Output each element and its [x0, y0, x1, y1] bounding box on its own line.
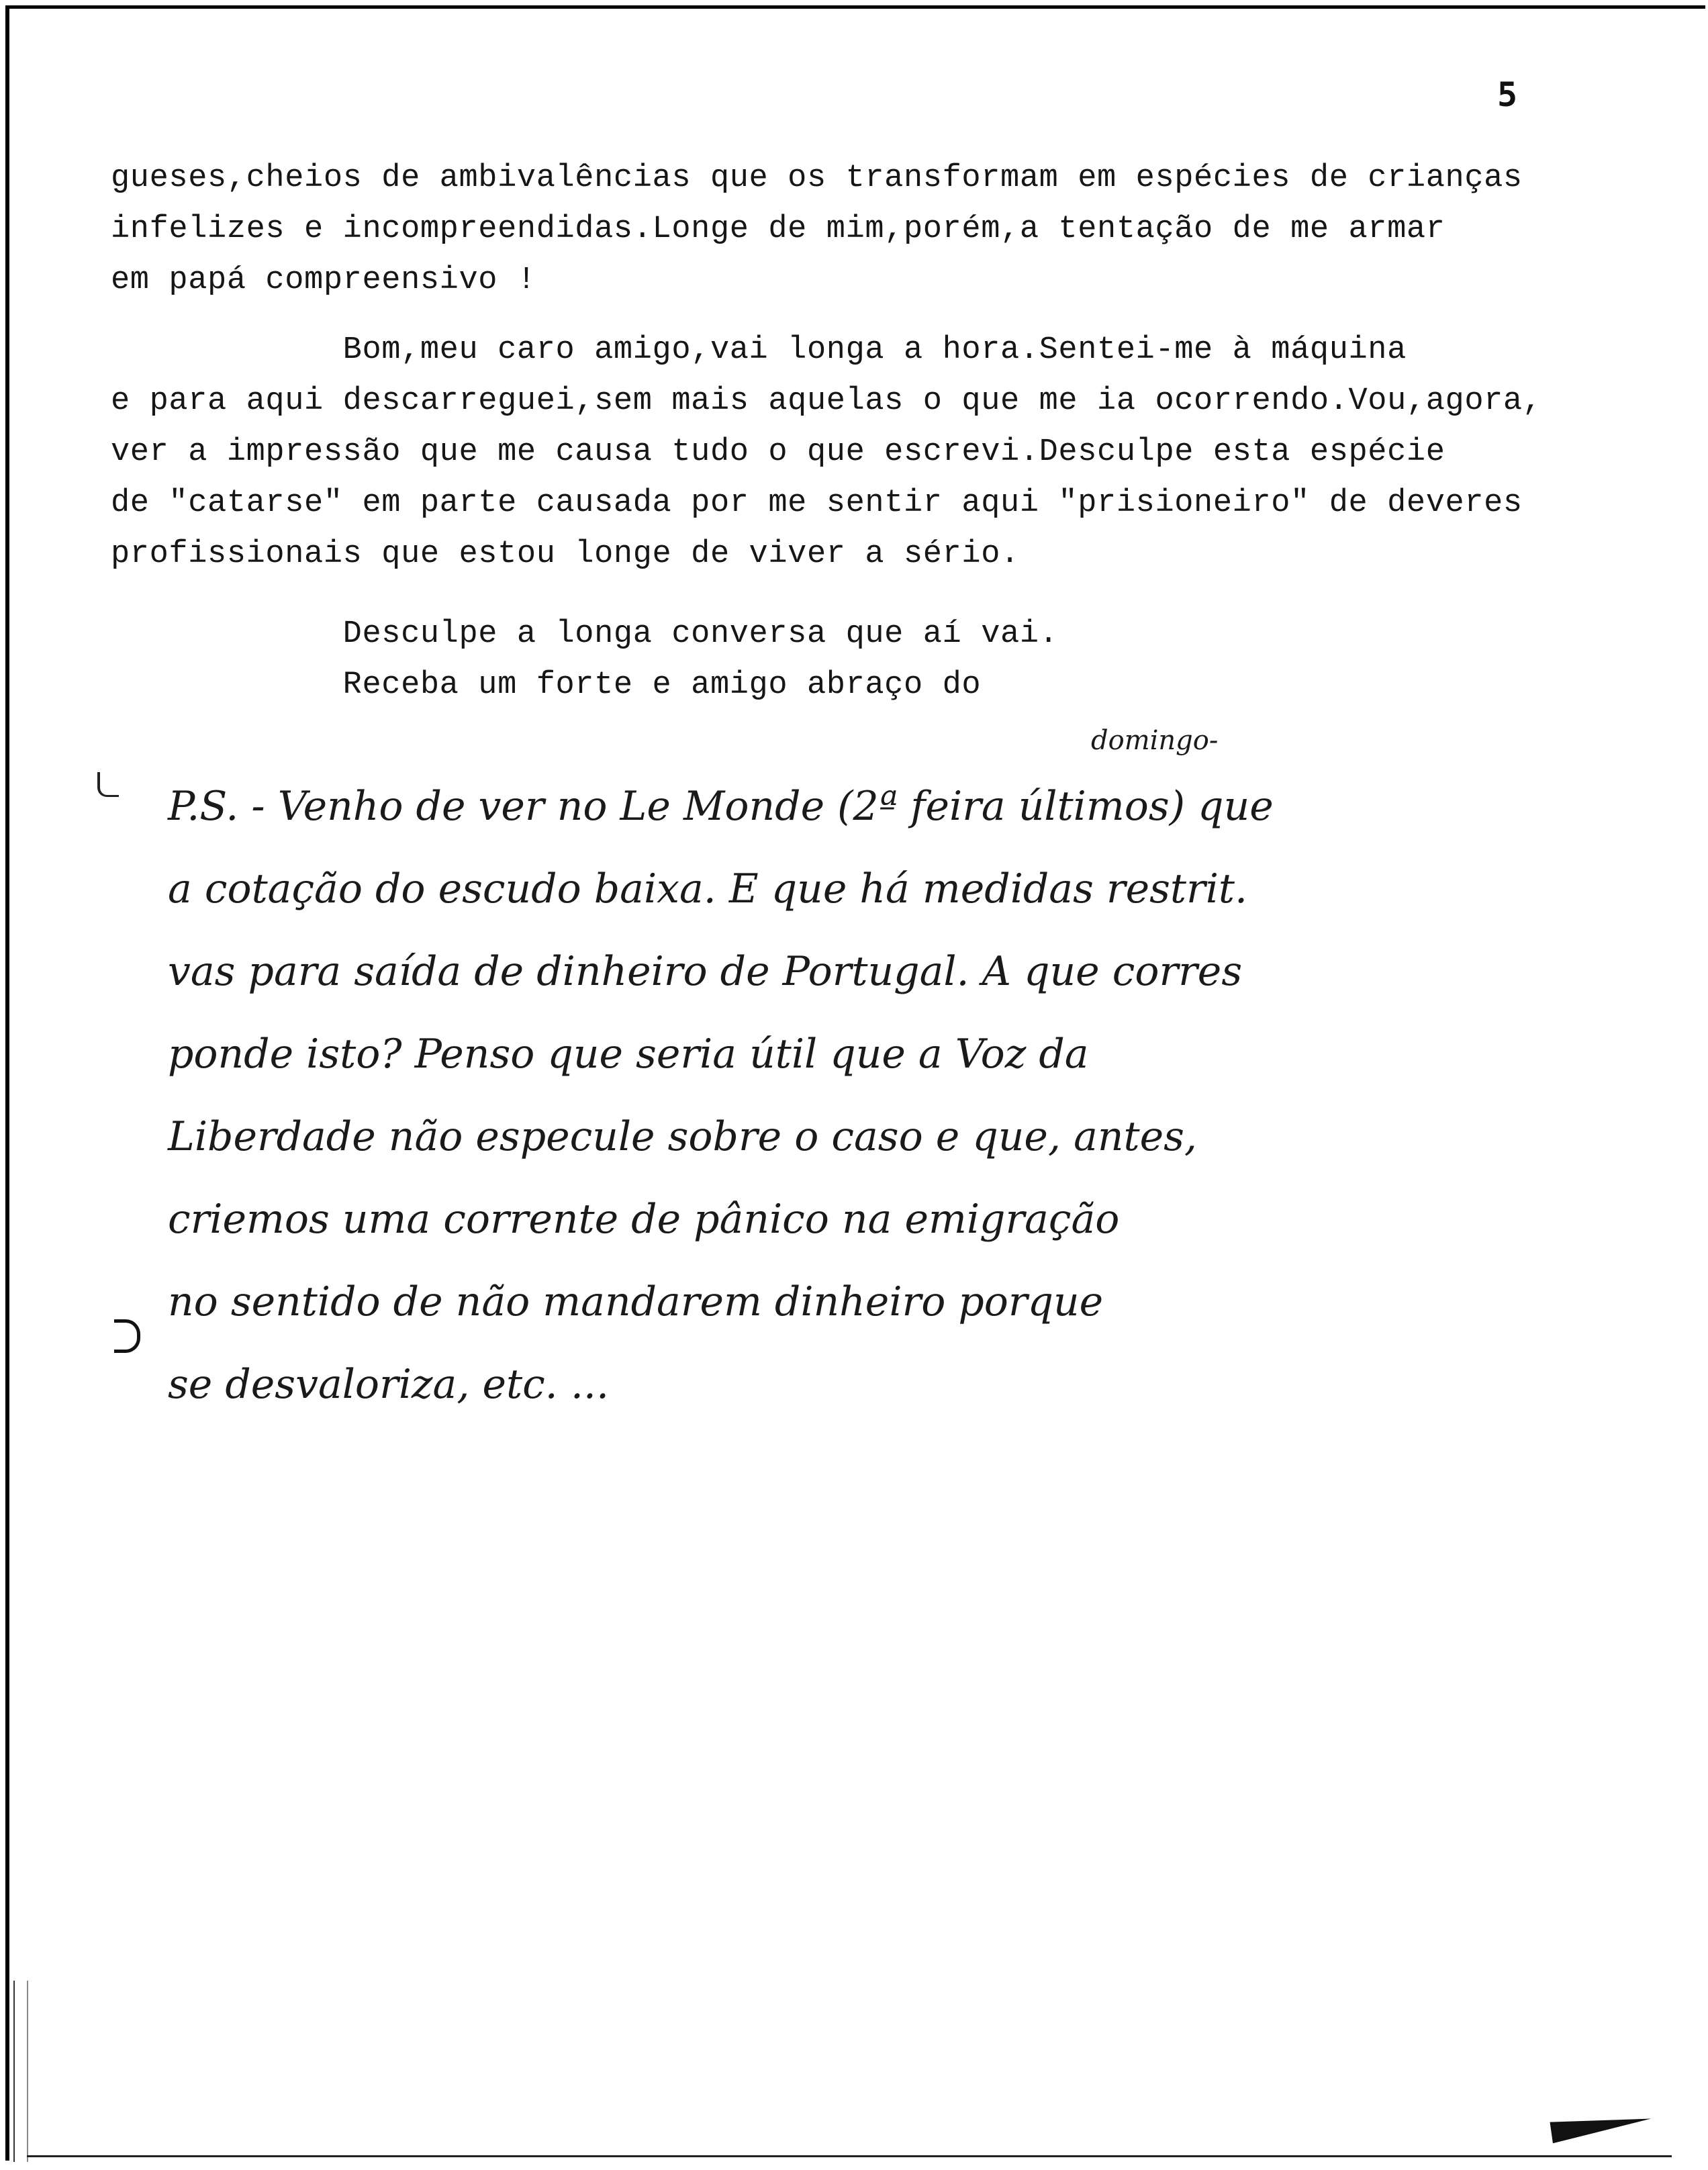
handwritten-line: vas para saída de dinheiro de Portugal. A que corres	[168, 948, 1243, 995]
typed-line: gueses,cheios de ambivalências que os transformam em espécies de crianças	[111, 160, 1523, 196]
typed-paragraph-1	[111, 153, 1523, 306]
margin-hook-mark	[97, 772, 119, 797]
page-number: 5	[1497, 75, 1518, 114]
handwritten-postscript	[168, 765, 1611, 1426]
margin-curl-mark	[114, 1319, 140, 1353]
typed-line: e para aqui descarreguei,sem mais aquelas o que me ia ocorrendo.Vou,agora,	[111, 383, 1542, 419]
typed-line: ver a impressão que me causa tudo o que escrevi.Desculpe esta espécie	[111, 434, 1445, 470]
typed-line: profissionais que estou longe de viver a sério.	[111, 536, 1020, 572]
typed-line: infelizes e incompreendidas.Longe de mim,porém,a tentação de me armar	[111, 211, 1445, 247]
typed-line: Desculpe a longa conversa que aí vai.	[111, 616, 1059, 652]
scan-edge-bottom	[27, 2155, 1672, 2157]
typed-line: Bom,meu caro amigo,vai longa a hora.Sentei-me à máquina	[111, 332, 1407, 368]
scan-edge-left	[5, 5, 9, 2161]
handwritten-line: no sentido de não mandarem dinheiro porque	[168, 1278, 1104, 1325]
typed-line: de "catarse" em parte causada por me sentir aqui "prisioneiro" de deveres	[111, 485, 1523, 521]
page-corner-wedge	[1550, 2108, 1653, 2144]
handwritten-line: se desvaloriza, etc. ...	[168, 1361, 610, 1408]
handwritten-line: criemos uma corrente de pânico na emigração	[168, 1196, 1120, 1243]
typed-line: em papá compreensivo !	[111, 263, 536, 298]
scan-edge-top	[7, 5, 1705, 9]
typed-closing	[111, 609, 1058, 711]
handwritten-insertion: domingo-	[1091, 725, 1219, 756]
scan-binding-edge	[13, 1981, 28, 2162]
handwritten-line: Liberdade não especule sobre o caso e que, antes,	[168, 1113, 1197, 1160]
handwritten-line: ponde isto? Penso que seria útil que a Voz da	[168, 1031, 1089, 1078]
typed-line: Receba um forte e amigo abraço do	[111, 667, 982, 703]
typed-paragraph-2	[111, 325, 1542, 580]
handwritten-line: P.S. - Venho de ver no Le Monde (2ª feira últimos) que	[168, 783, 1274, 830]
handwritten-line: a cotação do escudo baixa. E que há medidas restrit.	[168, 865, 1248, 912]
